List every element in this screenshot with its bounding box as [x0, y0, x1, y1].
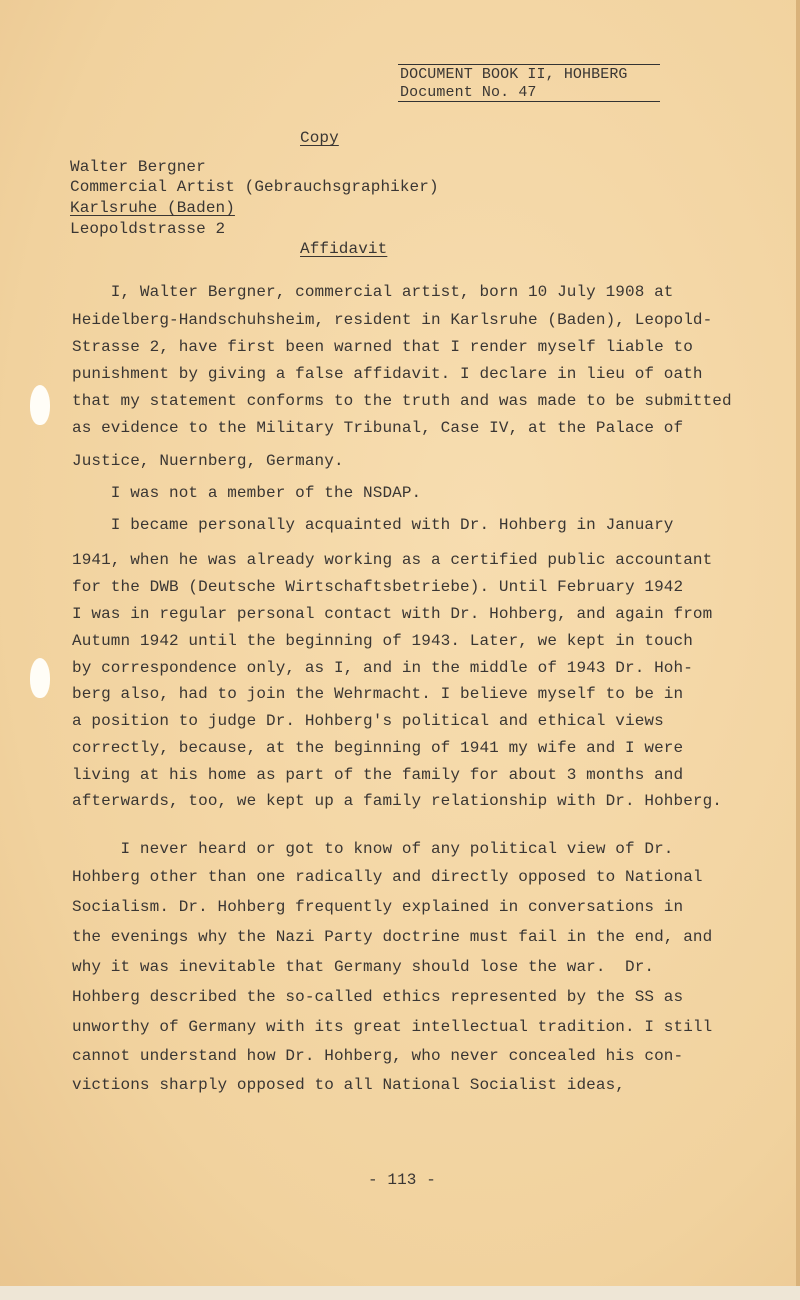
text-line: Strasse 2, have first been warned that I render myself liable to	[72, 338, 693, 356]
text-line: I was not a member of the NSDAP.	[72, 484, 422, 502]
page-edge	[796, 0, 800, 1300]
copy-label: Copy	[300, 129, 339, 147]
text-line: cannot understand how Dr. Hohberg, who never concealed his con-	[72, 1047, 684, 1065]
text-line: Socialism. Dr. Hohberg frequently explained in conversations in	[72, 898, 684, 916]
sender-city: Karlsruhe (Baden)	[70, 199, 235, 217]
text-line: why it was inevitable that Germany should lose the war. Dr.	[72, 958, 655, 976]
text-line: 1941, when he was already working as a certified public accountant	[72, 551, 713, 569]
text-line: correctly, because, at the beginning of 1941 my wife and I were	[72, 739, 684, 757]
text-line: for the DWB (Deutsche Wirtschaftsbetriebe). Until February 1942	[72, 578, 684, 596]
sender-name: Walter Bergner	[70, 158, 206, 176]
document-number: Document No. 47	[400, 84, 537, 101]
text-line: Justice, Nuernberg, Germany.	[72, 452, 344, 470]
sender-profession: Commercial Artist (Gebrauchsgraphiker)	[70, 178, 439, 196]
text-line: berg also, had to join the Wehrmacht. I believe myself to be in	[72, 685, 684, 703]
text-line: Autumn 1942 until the beginning of 1943. Later, we kept in touch	[72, 632, 693, 650]
text-line: I was in regular personal contact with Dr. Hohberg, and again from	[72, 605, 713, 623]
page-number: - 113 -	[368, 1171, 436, 1189]
punch-hole	[30, 385, 50, 425]
text-line: Heidelberg-Handschuhsheim, resident in Karlsruhe (Baden), Leopold-	[72, 311, 713, 329]
text-line: I became personally acquainted with Dr. Hohberg in January	[72, 516, 674, 534]
text-line: I never heard or got to know of any political view of Dr.	[72, 840, 674, 858]
text-line: victions sharply opposed to all National Socialist ideas,	[72, 1076, 625, 1094]
text-line: I, Walter Bergner, commercial artist, born 10 July 1908 at	[72, 283, 674, 301]
text-line: punishment by giving a false affidavit. I declare in lieu of oath	[72, 365, 703, 383]
text-line: that my statement conforms to the truth and was made to be submitted	[72, 392, 732, 410]
text-line: living at his home as part of the family for about 3 months and	[72, 766, 684, 784]
text-line: by correspondence only, as I, and in the middle of 1943 Dr. Hoh-	[72, 659, 693, 677]
text-line: Hohberg other than one radically and directly opposed to National	[72, 868, 703, 886]
text-line: afterwards, too, we kept up a family relationship with Dr. Hohberg.	[72, 792, 723, 810]
text-line: the evenings why the Nazi Party doctrine must fail in the end, and	[72, 928, 713, 946]
sender-street: Leopoldstrasse 2	[70, 220, 226, 238]
punch-hole	[30, 658, 50, 698]
affidavit-title: Affidavit	[300, 240, 388, 258]
document-book-label: DOCUMENT BOOK II, HOHBERG	[400, 66, 628, 83]
text-line: a position to judge Dr. Hohberg's political and ethical views	[72, 712, 664, 730]
scan-bottom-strip	[0, 1286, 800, 1300]
text-line: Hohberg described the so-called ethics represented by the SS as	[72, 988, 684, 1006]
text-line: as evidence to the Military Tribunal, Case IV, at the Palace of	[72, 419, 684, 437]
text-line: unworthy of Germany with its great intellectual tradition. I still	[72, 1018, 713, 1036]
